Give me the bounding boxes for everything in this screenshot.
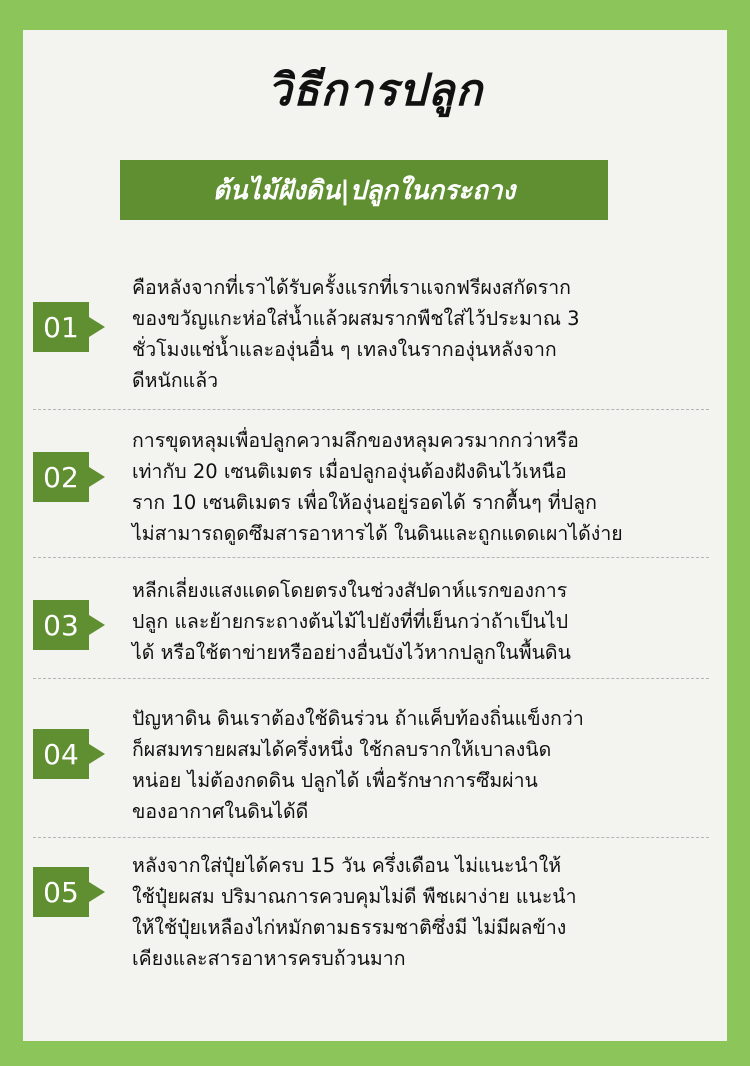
arrow-right-icon xyxy=(89,615,105,635)
step-number-badge: 04 xyxy=(33,729,89,779)
step-number-badge: 05 xyxy=(33,867,89,917)
arrow-right-icon xyxy=(89,744,105,764)
divider xyxy=(33,557,709,558)
divider xyxy=(33,678,709,679)
step-number-badge: 01 xyxy=(33,302,89,352)
step-text: ปัญหาดิน ดินเราต้องใช้ดินร่วน ถ้าแค็บท้องถิ่นแข็งกว่า ก็ผสมทรายผสมได้ครึ่งหนึ่ง ใช้กลบรากให้เบาลงนิด หน่อย ไม่ต้องกดดิน ปลูกได้ เพื่อรักษาการซึมผ่าน ของอากาศในดินได้ดี xyxy=(132,707,584,823)
step-number-badge: 03 xyxy=(33,600,89,650)
arrow-right-icon xyxy=(89,467,105,487)
page-title: วิธีการปลูก xyxy=(266,65,484,116)
step-number-badge: 02 xyxy=(33,452,89,502)
divider xyxy=(33,409,709,410)
step-text: คือหลังจากที่เราได้รับครั้งแรกที่เราแจกฟรีผงสกัดราก ของขวัญแกะห่อใส่น้ำแล้วผสมรากพืชใส่ไว้ประมาณ 3 ชั่วโมงแช่น้ำและองุ่นอื่น ๆ เทลงในรากองุ่นหลังจาก ดีหนักแล้ว xyxy=(132,276,580,392)
step-text: หลีกเลี่ยงแสงแดดโดยตรงในช่วงสัปดาห์แรกของการ ปลูก และย้ายกระถางต้นไม้ไปยังที่ที่เย็นกว่าถ้าเป็นไป ได้ หรือใช้ตาข่ายหรืออย่างอื่นบังไว้หากปลูกในพื้นดิน xyxy=(132,579,571,664)
divider xyxy=(33,837,709,838)
arrow-right-icon xyxy=(89,317,105,337)
step-text: การขุดหลุมเพื่อปลูกความลึกของหลุมควรมากกว่าหรือ เท่ากับ 20 เซนติเมตร เมื่อปลูกองุ่นต้องฝังดินไว้เหนือ ราก 10 เซนติเมตร เพื่อให้องุ่นอยู่รอดได้ รากตื้นๆ ที่ปลูก ไม่สามารถดูดซึมสารอาหารได้ ในดินและถูกแดดเผาได้ง่าย xyxy=(132,429,623,545)
subtitle-banner: ต้นไม้ฝังดิน|ปลูกในกระถาง xyxy=(120,160,608,220)
arrow-right-icon xyxy=(89,882,105,902)
step-text: หลังจากใส่ปุ๋ยได้ครบ 15 วัน ครึ่งเดือน ไม่แนะนำให้ ใช้ปุ๋ยผสม ปริมาณการควบคุมไม่ดี พืชเผาง่าย แนะนำ ให้ใช้ปุ๋ยเหลืองไก่หมักตามธรรมชาติซึ่งมี ไม่มีผลข้าง เคียงและสารอาหารครบถ้วนมาก xyxy=(132,854,577,970)
